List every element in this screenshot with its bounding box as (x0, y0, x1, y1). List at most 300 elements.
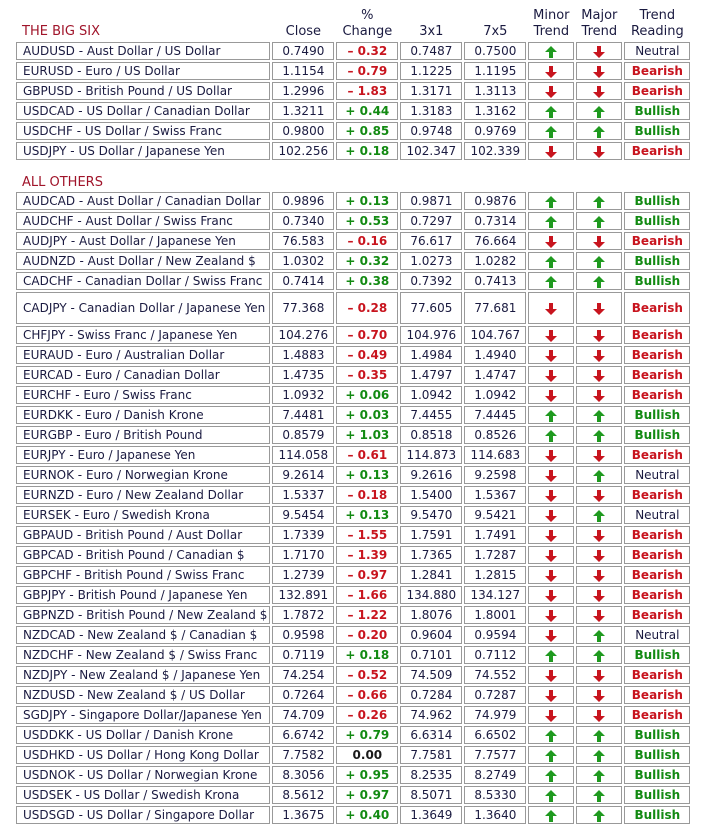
table-row (16, 346, 690, 364)
pair-name-cell: EURAUD - Euro / Australian Dollar (16, 346, 270, 364)
arrow-up-icon (545, 410, 557, 422)
table-row (16, 426, 690, 444)
arrow-up-icon (593, 790, 605, 802)
pct-change-cell: – 1.83 (336, 82, 398, 100)
trend-reading-cell: Bullish (624, 192, 690, 210)
pair-name-cell: USDDKK - US Dollar / Danish Krone (16, 726, 270, 744)
close-cell: 7.4481 (272, 406, 334, 424)
major-trend-cell (576, 646, 622, 664)
arrow-down-icon (593, 330, 605, 342)
value-7x5-cell: 0.7287 (464, 686, 526, 704)
value-7x5-cell: 9.5421 (464, 506, 526, 524)
table-row (16, 766, 690, 784)
major-trend-cell (576, 486, 622, 504)
pair-name-cell: EURJPY - Euro / Japanese Yen (16, 446, 270, 464)
pct-change-cell: + 0.38 (336, 272, 398, 290)
minor-trend-cell (528, 606, 574, 624)
table-row (16, 666, 690, 684)
trend-reading-cell: Bullish (624, 406, 690, 424)
header-reading-line1: Trend (639, 8, 676, 23)
arrow-down-icon (593, 690, 605, 702)
close-cell: 114.058 (272, 446, 334, 464)
arrow-down-icon (593, 490, 605, 502)
trend-reading-cell: Bearish (624, 346, 690, 364)
arrow-down-icon (545, 690, 557, 702)
major-trend-cell (576, 466, 622, 484)
major-trend-cell (576, 406, 622, 424)
minor-trend-cell (528, 466, 574, 484)
close-cell: 74.709 (272, 706, 334, 724)
close-cell: 0.7264 (272, 686, 334, 704)
trend-reading-cell: Bullish (624, 746, 690, 764)
value-3x1-cell: 7.4455 (400, 406, 462, 424)
value-7x5-cell: 0.7413 (464, 272, 526, 290)
pct-change-cell: + 0.13 (336, 466, 398, 484)
arrow-down-icon (593, 530, 605, 542)
value-3x1-cell: 1.5400 (400, 486, 462, 504)
pct-change-cell: – 0.49 (336, 346, 398, 364)
value-7x5-cell: 0.9769 (464, 122, 526, 140)
value-3x1-cell: 114.873 (400, 446, 462, 464)
arrow-down-icon (593, 450, 605, 462)
value-7x5-cell: 1.3113 (464, 82, 526, 100)
major-trend-cell (576, 346, 622, 364)
table-row (16, 646, 690, 664)
close-cell: 1.5337 (272, 486, 334, 504)
table-row (16, 626, 690, 644)
major-trend-cell (576, 766, 622, 784)
minor-trend-cell (528, 426, 574, 444)
value-3x1-cell: 1.0942 (400, 386, 462, 404)
pair-name-cell: EURCHF - Euro / Swiss Franc (16, 386, 270, 404)
arrow-up-icon (593, 256, 605, 268)
value-3x1-cell: 1.4797 (400, 366, 462, 384)
table-row (16, 62, 690, 80)
header-7x5: 7x5 (483, 24, 508, 39)
minor-trend-cell (528, 326, 574, 344)
major-trend-cell (576, 232, 622, 250)
header-reading-line2: Reading (630, 24, 684, 39)
header-pct-change: % Change (342, 8, 393, 39)
pct-change-cell: – 0.18 (336, 486, 398, 504)
arrow-down-icon (545, 236, 557, 248)
value-7x5-cell: 8.2749 (464, 766, 526, 784)
value-7x5-cell: 1.4940 (464, 346, 526, 364)
close-cell: 1.2996 (272, 82, 334, 100)
arrow-down-icon (545, 86, 557, 98)
arrow-up-icon (593, 510, 605, 522)
pct-change-cell: + 0.44 (336, 102, 398, 120)
value-3x1-cell: 77.605 (400, 292, 462, 324)
minor-trend-cell (528, 142, 574, 160)
arrow-up-icon (545, 770, 557, 782)
arrow-down-icon (545, 390, 557, 402)
trend-reading-cell: Bearish (624, 486, 690, 504)
minor-trend-cell (528, 406, 574, 424)
arrow-down-icon (545, 303, 557, 315)
header-3x1: 3x1 (419, 24, 444, 39)
value-3x1-cell: 134.880 (400, 586, 462, 604)
arrow-down-icon (593, 670, 605, 682)
close-cell: 0.7414 (272, 272, 334, 290)
header-row (16, 8, 690, 40)
table-row (16, 806, 690, 824)
pair-name-cell: NZDCAD - New Zealand $ / Canadian $ (16, 626, 270, 644)
close-cell: 104.276 (272, 326, 334, 344)
minor-trend-cell (528, 766, 574, 784)
value-3x1-cell: 0.7487 (400, 42, 462, 60)
table-row (16, 292, 690, 324)
pair-name-cell: USDSGD - US Dollar / Singapore Dollar (16, 806, 270, 824)
arrow-down-icon (593, 146, 605, 158)
value-7x5-cell: 1.0942 (464, 386, 526, 404)
arrow-up-icon (593, 276, 605, 288)
pair-name-cell: USDSEK - US Dollar / Swedish Krona (16, 786, 270, 804)
close-cell: 1.1154 (272, 62, 334, 80)
arrow-down-icon (593, 590, 605, 602)
major-trend-cell (576, 786, 622, 804)
close-cell: 0.7340 (272, 212, 334, 230)
minor-trend-cell (528, 486, 574, 504)
close-cell: 132.891 (272, 586, 334, 604)
minor-trend-cell (528, 232, 574, 250)
all-others-rows (16, 192, 690, 824)
major-trend-cell (576, 62, 622, 80)
arrow-up-icon (545, 750, 557, 762)
value-7x5-cell: 8.5330 (464, 786, 526, 804)
value-7x5-cell: 74.979 (464, 706, 526, 724)
arrow-down-icon (545, 630, 557, 642)
value-3x1-cell: 74.509 (400, 666, 462, 684)
value-7x5-cell: 74.552 (464, 666, 526, 684)
minor-trend-cell (528, 82, 574, 100)
header-minor-trend (528, 8, 574, 40)
pair-name-cell: EURUSD - Euro / US Dollar (16, 62, 270, 80)
arrow-up-icon (545, 810, 557, 822)
close-cell: 0.7490 (272, 42, 334, 60)
value-3x1-cell: 0.7392 (400, 272, 462, 290)
minor-trend-cell (528, 42, 574, 60)
table-row (16, 526, 690, 544)
table-row (16, 606, 690, 624)
pct-change-cell: – 1.39 (336, 546, 398, 564)
arrow-down-icon (593, 710, 605, 722)
trend-reading-cell: Bullish (624, 252, 690, 270)
major-trend-cell (576, 506, 622, 524)
trend-reading-cell: Bearish (624, 232, 690, 250)
minor-trend-cell (528, 292, 574, 324)
arrow-down-icon (593, 390, 605, 402)
pct-change-cell: – 0.16 (336, 232, 398, 250)
header-trend-reading (624, 8, 690, 40)
pct-change-cell: + 0.13 (336, 506, 398, 524)
table-row (16, 726, 690, 744)
major-trend-cell (576, 272, 622, 290)
table-row (16, 366, 690, 384)
value-3x1-cell: 9.2616 (400, 466, 462, 484)
pct-change-cell: + 0.13 (336, 192, 398, 210)
value-7x5-cell: 0.7500 (464, 42, 526, 60)
pair-name-cell: EURCAD - Euro / Canadian Dollar (16, 366, 270, 384)
table-row (16, 406, 690, 424)
table-row (16, 122, 690, 140)
pair-name-cell: AUDJPY - Aust Dollar / Japanese Yen (16, 232, 270, 250)
value-7x5-cell: 1.3640 (464, 806, 526, 824)
minor-trend-cell (528, 586, 574, 604)
pair-name-cell: USDHKD - US Dollar / Hong Kong Dollar (16, 746, 270, 764)
value-7x5-cell: 1.0282 (464, 252, 526, 270)
pair-name-cell: AUDCAD - Aust Dollar / Canadian Dollar (16, 192, 270, 210)
arrow-up-icon (593, 750, 605, 762)
trend-reading-cell: Bullish (624, 786, 690, 804)
minor-trend-cell (528, 626, 574, 644)
value-3x1-cell: 9.5470 (400, 506, 462, 524)
minor-trend-cell (528, 666, 574, 684)
table-row (16, 566, 690, 584)
arrow-down-icon (593, 570, 605, 582)
pct-change-cell: – 1.22 (336, 606, 398, 624)
trend-reading-cell: Bearish (624, 586, 690, 604)
pair-name-cell: EURSEK - Euro / Swedish Krona (16, 506, 270, 524)
minor-trend-cell (528, 746, 574, 764)
minor-trend-cell (528, 366, 574, 384)
trend-reading-cell: Bullish (624, 426, 690, 444)
pair-name-cell: GBPNZD - British Pound / New Zealand $ (16, 606, 270, 624)
pct-change-cell: + 0.95 (336, 766, 398, 784)
arrow-down-icon (593, 66, 605, 78)
arrow-up-icon (593, 196, 605, 208)
minor-trend-cell (528, 272, 574, 290)
pct-change-cell: – 0.97 (336, 566, 398, 584)
arrow-down-icon (545, 490, 557, 502)
value-7x5-cell: 1.5367 (464, 486, 526, 504)
trend-reading-cell: Bearish (624, 292, 690, 324)
minor-trend-cell (528, 546, 574, 564)
pct-change-cell: + 0.53 (336, 212, 398, 230)
value-7x5-cell: 7.7577 (464, 746, 526, 764)
major-trend-cell (576, 142, 622, 160)
arrow-down-icon (593, 236, 605, 248)
trend-reading-cell: Bearish (624, 566, 690, 584)
pct-change-cell: – 0.66 (336, 686, 398, 704)
pct-change-cell: – 0.20 (336, 626, 398, 644)
arrow-down-icon (545, 450, 557, 462)
table-row (16, 446, 690, 464)
trend-reading-cell: Bearish (624, 706, 690, 724)
arrow-down-icon (545, 470, 557, 482)
close-cell: 7.7582 (272, 746, 334, 764)
arrow-up-icon (593, 630, 605, 642)
close-cell: 1.7170 (272, 546, 334, 564)
value-7x5-cell: 0.7314 (464, 212, 526, 230)
trend-reading-cell: Bullish (624, 806, 690, 824)
arrow-down-icon (593, 303, 605, 315)
minor-trend-cell (528, 192, 574, 210)
major-trend-cell (576, 666, 622, 684)
close-cell: 8.3056 (272, 766, 334, 784)
pair-name-cell: AUDNZD - Aust Dollar / New Zealand $ (16, 252, 270, 270)
trend-reading-cell: Bullish (624, 122, 690, 140)
major-trend-cell (576, 122, 622, 140)
value-3x1-cell: 1.8076 (400, 606, 462, 624)
arrow-up-icon (593, 216, 605, 228)
close-cell: 0.9598 (272, 626, 334, 644)
value-7x5-cell: 1.4747 (464, 366, 526, 384)
arrow-down-icon (545, 550, 557, 562)
pair-name-cell: GBPCAD - British Pound / Canadian $ (16, 546, 270, 564)
arrow-up-icon (593, 810, 605, 822)
header-major-line1: Major (581, 8, 618, 23)
minor-trend-cell (528, 506, 574, 524)
close-cell: 77.368 (272, 292, 334, 324)
minor-trend-cell (528, 806, 574, 824)
arrow-up-icon (593, 126, 605, 138)
arrow-up-icon (593, 730, 605, 742)
pct-change-cell: – 0.70 (336, 326, 398, 344)
minor-trend-cell (528, 526, 574, 544)
value-3x1-cell: 76.617 (400, 232, 462, 250)
pair-name-cell: EURDKK - Euro / Danish Krone (16, 406, 270, 424)
table-row (16, 546, 690, 564)
major-trend-cell (576, 566, 622, 584)
close-cell: 9.2614 (272, 466, 334, 484)
arrow-up-icon (593, 770, 605, 782)
arrow-down-icon (545, 66, 557, 78)
header-major-trend (576, 8, 622, 40)
trend-reading-cell: Bearish (624, 526, 690, 544)
pct-change-cell: + 0.40 (336, 806, 398, 824)
table-row (16, 252, 690, 270)
major-trend-cell (576, 366, 622, 384)
table-row (16, 786, 690, 804)
value-7x5-cell: 134.127 (464, 586, 526, 604)
table-row (16, 486, 690, 504)
pct-change-cell: – 1.55 (336, 526, 398, 544)
pair-name-cell: SGDJPY - Singapore Dollar/Japanese Yen (16, 706, 270, 724)
arrow-up-icon (545, 256, 557, 268)
table-row (16, 506, 690, 524)
major-trend-cell (576, 102, 622, 120)
value-3x1-cell: 1.1225 (400, 62, 462, 80)
arrow-up-icon (545, 126, 557, 138)
pair-name-cell: NZDCHF - New Zealand $ / Swiss Franc (16, 646, 270, 664)
arrow-up-icon (545, 790, 557, 802)
minor-trend-cell (528, 446, 574, 464)
pct-change-cell: + 0.79 (336, 726, 398, 744)
major-trend-cell (576, 546, 622, 564)
arrow-down-icon (593, 350, 605, 362)
minor-trend-cell (528, 212, 574, 230)
arrow-up-icon (545, 650, 557, 662)
arrow-down-icon (545, 590, 557, 602)
value-7x5-cell: 0.9876 (464, 192, 526, 210)
arrow-down-icon (545, 350, 557, 362)
arrow-down-icon (593, 86, 605, 98)
minor-trend-cell (528, 706, 574, 724)
value-3x1-cell: 102.347 (400, 142, 462, 160)
trend-reading-cell: Bearish (624, 546, 690, 564)
table-row (16, 42, 690, 60)
major-trend-cell (576, 82, 622, 100)
pct-change-cell: + 0.18 (336, 646, 398, 664)
table-row (16, 386, 690, 404)
trend-reading-cell: Bullish (624, 646, 690, 664)
minor-trend-cell (528, 62, 574, 80)
arrow-down-icon (593, 610, 605, 622)
pair-name-cell: GBPAUD - British Pound / Aust Dollar (16, 526, 270, 544)
section-title-all-others: ALL OTHERS (22, 175, 103, 190)
value-3x1-cell: 0.7101 (400, 646, 462, 664)
value-7x5-cell: 102.339 (464, 142, 526, 160)
section-title-big-six: THE BIG SIX (22, 24, 101, 39)
value-3x1-cell: 1.3171 (400, 82, 462, 100)
trend-reading-cell: Bearish (624, 386, 690, 404)
close-cell: 0.8579 (272, 426, 334, 444)
pct-change-cell: + 0.18 (336, 142, 398, 160)
value-3x1-cell: 74.962 (400, 706, 462, 724)
trend-reading-cell: Bearish (624, 686, 690, 704)
value-3x1-cell: 1.7365 (400, 546, 462, 564)
major-trend-cell (576, 686, 622, 704)
value-3x1-cell: 8.5071 (400, 786, 462, 804)
pct-change-cell: + 1.03 (336, 426, 398, 444)
value-7x5-cell: 1.8001 (464, 606, 526, 624)
pct-change-cell: – 0.28 (336, 292, 398, 324)
header-close: Close (285, 24, 322, 39)
trend-reading-cell: Bearish (624, 606, 690, 624)
big-six-rows (16, 42, 690, 160)
major-trend-cell (576, 292, 622, 324)
value-7x5-cell: 1.7491 (464, 526, 526, 544)
close-cell: 1.7872 (272, 606, 334, 624)
minor-trend-cell (528, 686, 574, 704)
pct-change-cell: 0.00 (336, 746, 398, 764)
arrow-up-icon (593, 430, 605, 442)
major-trend-cell (576, 192, 622, 210)
trend-reading-cell: Bearish (624, 326, 690, 344)
pair-name-cell: EURNOK - Euro / Norwegian Krone (16, 466, 270, 484)
value-3x1-cell: 104.976 (400, 326, 462, 344)
value-7x5-cell: 0.8526 (464, 426, 526, 444)
value-7x5-cell: 1.2815 (464, 566, 526, 584)
arrow-up-icon (545, 106, 557, 118)
value-7x5-cell: 6.6502 (464, 726, 526, 744)
close-cell: 102.256 (272, 142, 334, 160)
arrow-down-icon (593, 550, 605, 562)
arrow-down-icon (545, 510, 557, 522)
arrow-down-icon (545, 570, 557, 582)
major-trend-cell (576, 706, 622, 724)
table-row (16, 272, 690, 290)
arrow-up-icon (545, 430, 557, 442)
value-7x5-cell: 104.767 (464, 326, 526, 344)
trend-reading-cell: Bullish (624, 102, 690, 120)
value-7x5-cell: 1.7287 (464, 546, 526, 564)
arrow-down-icon (545, 330, 557, 342)
pct-change-cell: – 0.79 (336, 62, 398, 80)
trend-reading-cell: Bearish (624, 446, 690, 464)
table-row (16, 706, 690, 724)
value-3x1-cell: 0.8518 (400, 426, 462, 444)
pct-change-cell: + 0.97 (336, 786, 398, 804)
table-row (16, 102, 690, 120)
minor-trend-cell (528, 726, 574, 744)
pair-name-cell: GBPUSD - British Pound / US Dollar (16, 82, 270, 100)
major-trend-cell (576, 626, 622, 644)
arrow-down-icon (545, 670, 557, 682)
minor-trend-cell (528, 252, 574, 270)
arrow-down-icon (593, 46, 605, 58)
